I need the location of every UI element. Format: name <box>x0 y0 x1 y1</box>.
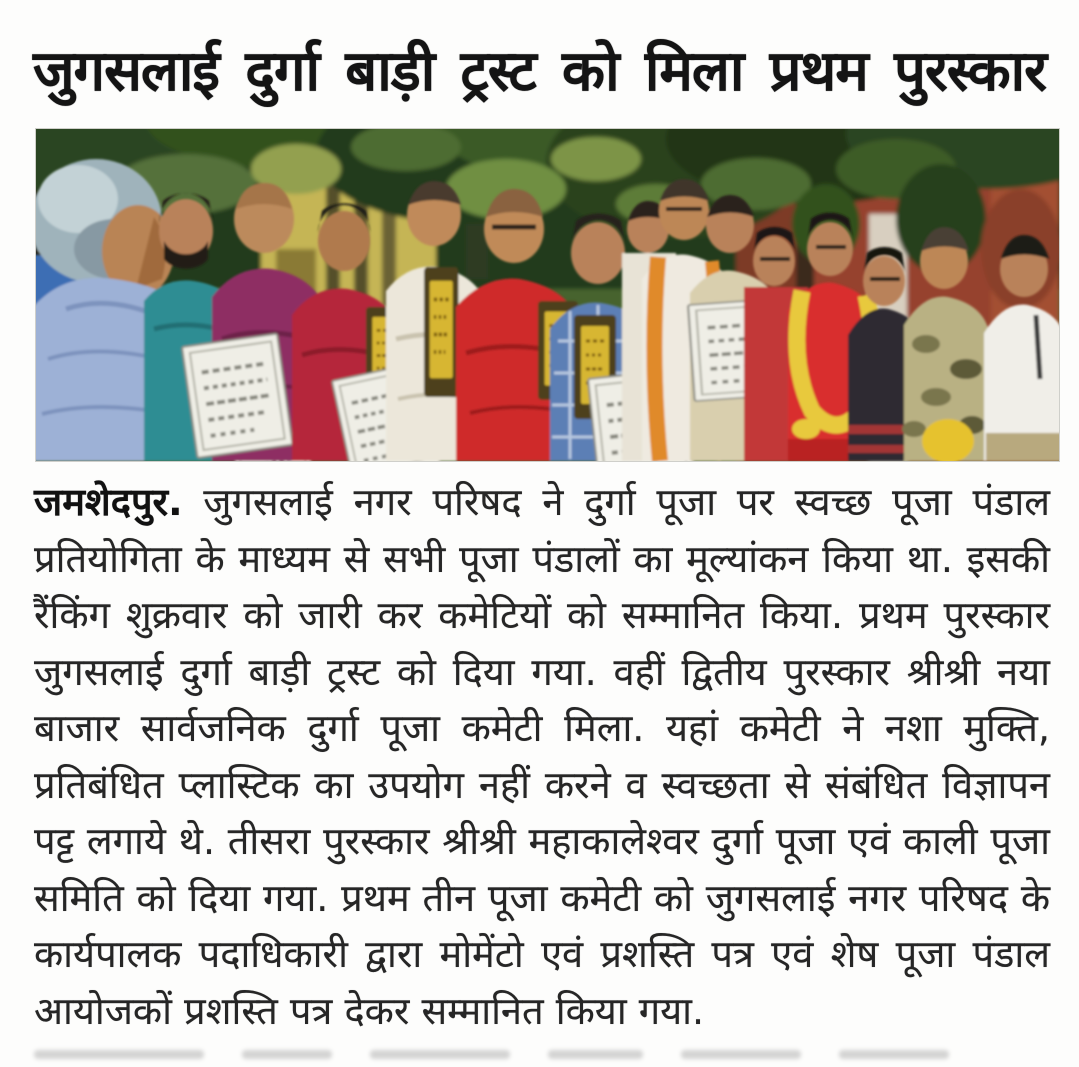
body-line: समिति को दिया गया. प्रथम तीन पूजा कमेटी को जुगसलाई नगर परिषद के <box>34 875 1050 920</box>
dateline: जमशेदपुर. <box>34 480 183 524</box>
group-photo-illustration <box>36 129 1059 461</box>
headline: जुगसलाई दुर्गा बाड़ी ट्रस्ट को मिला प्रथम पुरस्कार <box>33 39 1046 104</box>
cropped-next-line-remnant <box>34 1050 1050 1064</box>
article-body <box>34 474 1050 1039</box>
body-line-1-text: जुगसलाई नगर परिषद ने दुर्गा पूजा पर स्वच्छ पूजा पंडाल <box>203 480 1050 524</box>
group-photo <box>35 128 1060 462</box>
body-line: प्रतियोगिता के माध्यम से सभी पूजा पंडालों का मूल्यांकन किया था. इसकी <box>34 536 1050 581</box>
body-line: रैंकिंग शुक्रवार को जारी कर कमेटियों को सम्मानित किया. प्रथम पुरस्कार <box>34 593 1050 637</box>
body-line <box>34 474 1050 531</box>
body-line: बाजार सार्वजनिक दुर्गा पूजा कमेटी मिला. यहां कमेटी ने नशा मुक्ति, <box>34 706 1050 750</box>
body-line: पट्ट लगाये थे. तीसरा पुरस्कार श्रीश्री महाकालेश्वर दुर्गा पूजा एवं काली पूजा <box>34 819 1050 863</box>
yellow-bag <box>922 419 974 461</box>
body-line: कार्यपालक पदाधिकारी द्वारा मोमेंटो एवं प्रशस्ति पत्र एवं शेष पूजा पंडाल <box>34 932 1050 976</box>
body-line: जुगसलाई दुर्गा बाड़ी ट्रस्ट को दिया गया. वहीं द्वितीय पुरस्कार श्रीश्री नया <box>34 649 1050 694</box>
body-line: आयोजकों प्रशस्ति पत्र देकर सम्मानित किया गया. <box>34 988 705 1033</box>
body-line: प्रतिबंधित प्लास्टिक का उपयोग नहीं करने व स्वच्छता से संबंधित विज्ञापन <box>34 762 1050 807</box>
